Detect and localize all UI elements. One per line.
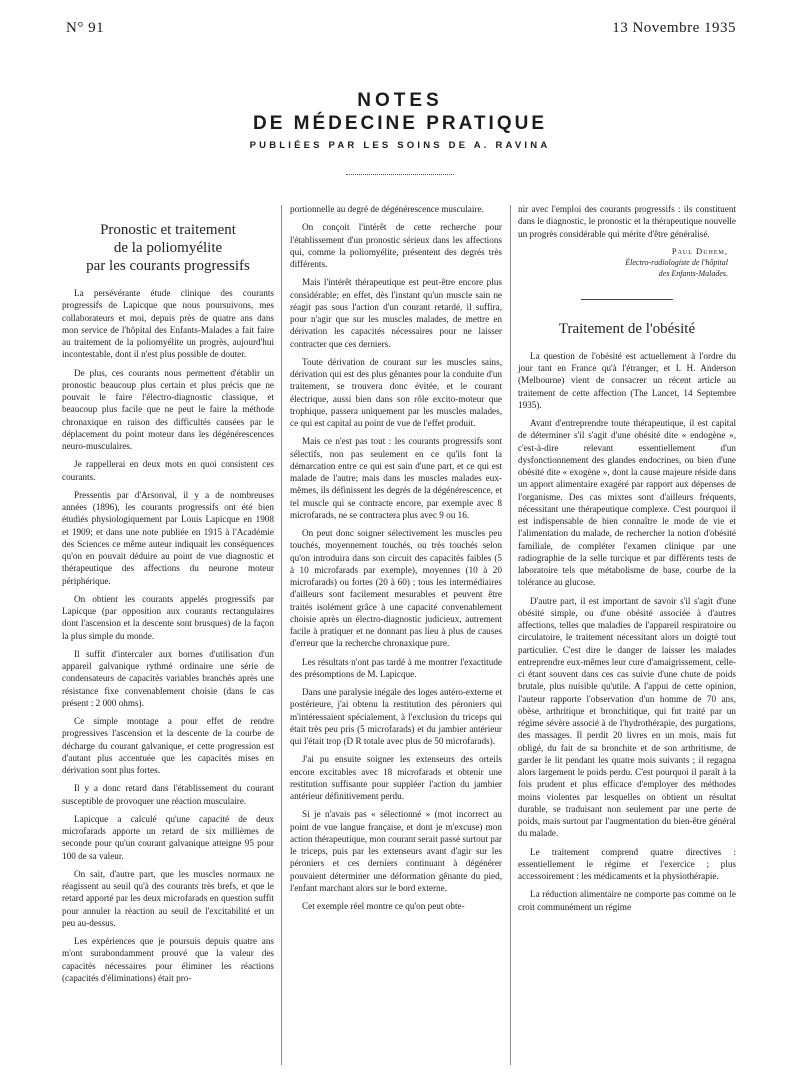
paragraph-continued: nir avec l'emploi des courants progressifs : ils constituent dans le diagnostic, le pronostic et la thérapeutique nouvelle un progrès considérable qui mérite d'être généralisé. [518, 204, 736, 239]
paragraph: Mais ce n'est pas tout : les courants progressifs sont sélectifs, non pas seulement en ce qu'ils font la démarcation entre ce qui est sain d'une part, et ce qui est malade de l'autre; mais dans les muscles malades eux-mêmes, ils définissent les degrés de la dégénérescence, et tel muscle qui se contracte encore, par exemple avec 8 microfarads, ne se contractera plus avec 9 ou 16. [290, 436, 502, 520]
paragraph: Cet exemple réel montre ce qu'on peut obte- [302, 901, 465, 911]
paragraph: Je rappellerai en deux mots en quoi consistent ces courants. [62, 459, 274, 482]
paragraph: Il suffit d'intercaler aux bornes d'utilisation d'un appareil galvanique rythmé ordinaire une série de condensateurs de capacités variables branchés après une résistance fixe convenablement choisie (dans le cas présent : 2 000 ohms). [62, 648, 274, 708]
paragraph: Les expériences que je poursuis depuis quatre ans m'ont surabondamment prouvé que la valeur des capacités nécessaires pour éliminer les réactions (capacités d'éliminations) était pro- [62, 936, 274, 983]
author-name: Paul Duhem, [671, 245, 728, 256]
masthead-divider [346, 174, 454, 175]
paragraph: Pressentis par d'Arsonval, il y a de nombreuses années (1896), les courants progressifs ont été bien étudiés physiologiquement par Louis Lapicque en 1908 et 1909; et dans une note publiée en 1915 à l'Académie des Sciences ce même auteur indiquait les conséquences qu'on en pouvait déduire au point de vue diagnostic et thérapeutique des affections du neurone moteur périphérique. [62, 489, 274, 586]
paragraph: On obtient les courants appelés progressifs par Lapicque (par opposition aux courants rectangulaires dont l'ascension et la descente sont brusques) de la façon la plus simple du monde. [62, 593, 274, 641]
paragraph: Il y a donc retard dans l'établissement du courant susceptible de provoquer une réaction musculaire. [62, 783, 274, 806]
masthead-line-2: DE MÉDECINE PRATIQUE [252, 113, 547, 134]
paragraph: La question de l'obésité est actuellement à l'ordre du jour tant en France qu'à l'étranger, et I. H. Anderson (Melbourne) vient de consacrer un récent article au traitement de cette affection (The Lancet, 14 Septembre 1935). [518, 350, 736, 410]
title-line: par les courants progressifs [86, 258, 250, 274]
paragraph-continued: portionnelle au degré de dégénérescence musculaire. [290, 204, 484, 214]
paragraph: On peut donc soigner sélectivement les muscles peu touchés, moyennement touchés, ou très touchés selon qu'on introduira dans son circuit des capacités faibles (5 à 10 microfarads par exemple), moyennes (10 à 20 microfarads) ou fortes (20 à 60) ; tous les intermédiaires d'ailleurs sont facilement mesurables et peuvent être traités isolément grâce à une capacité convenablement choisie après un électro-diagnostic judicieux, autrement facile à pratiquer et ne donnant pas lieu à plus de causes d'erreur que la recherche chronaxique pure. [290, 528, 502, 649]
paragraph: Le traitement comprend quatre directives : essentiellement le régime et l'exercice ; plus accessoirement : les médicaments et la physiothérapie. [518, 846, 736, 881]
title-line: de la poliomyélite [113, 240, 223, 256]
issue-number: N° 91 [66, 20, 105, 36]
paragraph: Avant d'entreprendre toute thérapeutique, il est capital de déterminer s'il s'agit d'une obésité dite « endogène », c'est-à-dire relevant essentiellement d'un dysfonctionnement des glandes endocrines, ou bien d'une obésité dite « exogène », dont la cause majeure réside dans un apport alimentaire exagéré par rapport aux dépenses de l'organisme. Des cas mixtes sont d'ailleurs fréquents, nécessitant une thérapeutique complexe. C'est pourquoi il est indispensable de bien connaître le mode de vie et l'alimentation du malade, de rechercher la notion d'obésité familiale, de compléter l'examen clinique par une radiographie de la selle turcique et par différents tests de laboratoire tels que métabolisme de base, courbe de la tolérance au glucose. [518, 418, 736, 588]
paragraph: J'ai pu ensuite soigner les extenseurs des orteils encore excitables avec 18 microfarads et obtenir une restitution suffisante pour suppléer l'action du jambier antérieur définitivement perdu. [290, 754, 502, 801]
column-rule-1 [281, 205, 282, 1065]
paragraph: Les résultats n'ont pas tardé à me montrer l'exactitude des présomptions de M. Lapicque. [290, 656, 502, 679]
paragraph: On conçoit l'intérêt de cette recherche pour l'établissement d'un pronostic sérieux dans les affections qui, comme la poliomyélite, présentent des degrés très différents. [290, 222, 502, 269]
article-separator [581, 299, 673, 300]
paragraph: On sait, d'autre part, que les muscles normaux ne réagissent au seuil qu'à des courants très brefs, et que le retard apporté par les deux microfarads en question suffit pour annuler la réaction au seuil de l'excitabilité et un peu au-dessus. [62, 868, 274, 928]
paragraph: Si je n'avais pas « sélectionné » (mot incorrect au point de vue langue française, et dont je m'excuse) mon action thérapeutique, mon courant serait passé surtout par le triceps, puis par les extenseurs avant d'agir sur les péroniers et ces derniers continuant à dégénérer pouvaient déterminer une déformation gênante du pied, l'enfant marchant alors sur le bord externe. [290, 809, 502, 893]
article-title-poliomyelite [62, 221, 274, 275]
paragraph: D'autre part, il est important de savoir s'il s'agit d'une obésité simple, ou d'une obésité associée à d'autres affections, telles que maladies de l'appareil respiratoire ou circulatoire, le traitement nécessitant alors un doigté tout particulier. C'est dire le danger de laisser les malades entreprendre eux-mêmes leur cure d'amaigrissement, celle-ci étant souvent dans ces cas suivie d'une chute de poids brutale, plus nuisible qu'utile. A l'appui de cette opinion, l'auteur rapporte l'observation d'un homme de 70 ans, obèse, arthritique et bronchitique, qui fut traité par un régime sévère associé à de l'hydrothérapie, des purgations, des massages. Il perdit 20 livres en un mois, mais fut obligé, du fait de sa bronchite et de son arthritisme, de garder le lit pendant les quatre mois suivants ; il regagna alors largement le poids perdu. C'est pourquoi il paraît à la fois prudent et plus efficace d'employer des méthodes moins violentes par lesquelles on obtient un résultat durable, se traduisant non seulement par une perte de poids, mais surtout par l'augmentation du bien-être général du malade. [518, 595, 736, 839]
paragraph: Toute dérivation de courant sur les muscles sains, dérivation qui est des plus gênantes pour la conduite d'un traitement, se trouvera donc évitée, et le courant électrique, aussi bien dans son rôle excito-moteur que trophique, passera uniquement par les muscles malades, ce qui est capital au point de vue de l'effet produit. [290, 356, 502, 428]
column-2 [290, 203, 502, 918]
column-1 [62, 205, 274, 990]
article-title-obesite: Traitement de l'obésité [558, 320, 696, 337]
title-line: Pronostic et traitement [100, 222, 236, 238]
masthead-line-1: NOTES [357, 90, 443, 111]
issue-date: 13 Novembre 1935 [612, 20, 736, 36]
author-affiliation: des Enfants-Malades. [658, 268, 728, 278]
column-3 [518, 203, 736, 919]
column-rule-2 [510, 205, 511, 1065]
paragraph: Dans une paralysie inégale des loges antéro-externe et postérieure, j'ai obtenu la restitution des péroniers qui m'intéressaient spécialement, à l'exclusion du triceps qui était très peu pris (5 microfarads) et du jambier antérieur qui l'était trop (D R totale avec plus de 50 microfarads). [290, 687, 502, 746]
paragraph: La persévérante étude clinique des courants progressifs de Lapicque que nous poursuivons, mes collaborateurs et moi, depuis près de quatre ans dans mon service de l'hôpital des Enfants-Malades a fait faire au traitement de la poliomyélite un progrès, aujourd'hui incontestable, dont il n'est plus possible de douter. [62, 288, 274, 360]
paragraph: Ce simple montage a pour effet de rendre progressives l'ascension et la descente de la courbe de décharge du courant galvanique, et cette progression est d'autant plus accentuée que les capacités mises en dérivation sont plus fortes. [62, 716, 274, 775]
author-affiliation: Électro-radiologiste de l'hôpital [625, 257, 728, 267]
paragraph: Mais l'intérêt thérapeutique est peut-être encore plus considérable; en effet, dès l'instant qu'un muscle sain ne réagit pas sous l'action d'un courant retardé, il suffira, pour n'agir que sur les muscles malades, de mettre en dérivation les capacités nécessaires pour ne laisser contracter que ces derniers. [290, 277, 502, 349]
masthead-subtitle: PUBLIÉES PAR LES SOINS DE A. RAVINA [249, 140, 551, 151]
author-signature [518, 246, 728, 279]
paragraph: La réduction alimentaire ne comporte pas comme on le croit communément un régime [518, 889, 736, 912]
paragraph: De plus, ces courants nous permettent d'établir un pronostic beaucoup plus certain et plus précis que ne pouvait le faire l'électro-diagnostic classique, et beaucoup plus facile que ne peut le faire la méthode chronaxique en raison des difficultés causées par le déplacement du point moteur dans les dégénérescences neuro-musculaires. [62, 367, 274, 451]
paragraph: Lapicque a calculé qu'une capacité de deux microfarads apporte un retard de six millièmes de seconde pour qu'un courant galvanique atteigne 95 pour 100 de sa valeur. [62, 813, 274, 861]
